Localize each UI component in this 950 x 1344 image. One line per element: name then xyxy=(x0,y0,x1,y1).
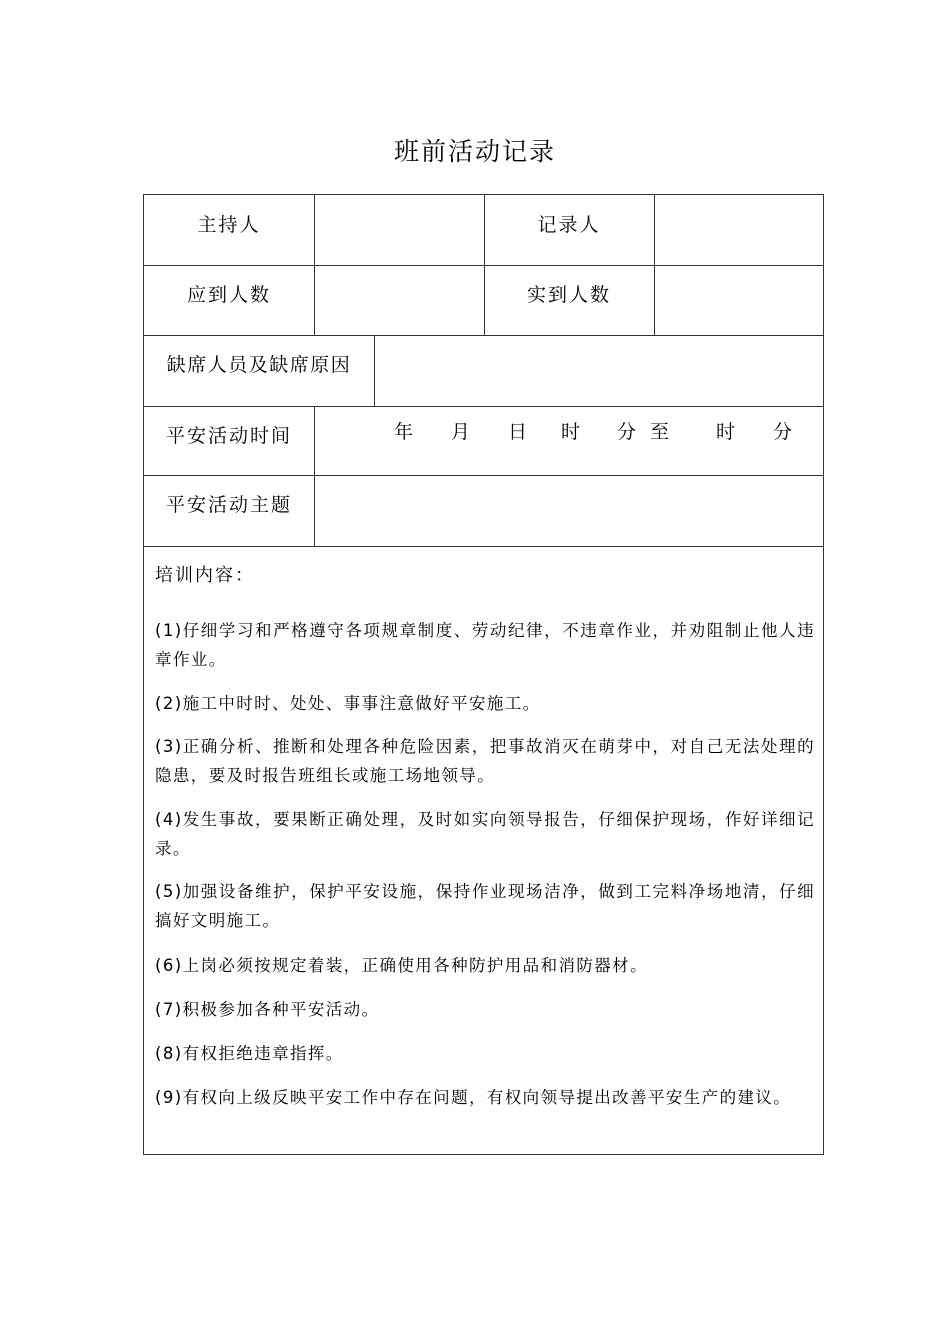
training-item: (2)施工中时时、处处、事事注意做好平安施工。 xyxy=(155,694,541,713)
document-title: 班前活动记录 xyxy=(393,137,556,166)
training-item: (1)仔细学习和严格遵守各项规章制度、劳动纪律，不违章作业，并劝阻制止他人违章作业。 xyxy=(155,621,815,669)
recorder-field[interactable] xyxy=(655,195,825,265)
training-content-label: 培训内容： xyxy=(155,565,255,586)
absent-label: 缺席人员及缺席原因 xyxy=(166,353,352,376)
expected-count-field[interactable] xyxy=(315,265,484,335)
actual-count-label: 实到人数 xyxy=(526,283,611,306)
actual-count-field[interactable] xyxy=(655,265,825,335)
training-item: (6)上岗必须按规定着装，正确使用各种防护用品和消防器材。 xyxy=(155,956,648,975)
row-divider xyxy=(144,546,823,547)
minute-unit-end: 分 xyxy=(773,421,793,443)
topic-label: 平安活动主题 xyxy=(165,493,292,516)
training-item: (7)积极参加各种平安活动。 xyxy=(155,1000,380,1019)
training-item: (9)有权向上级反映平安工作中存在问题，有权向领导提出改善平安生产的建议。 xyxy=(155,1088,792,1107)
activity-record-form xyxy=(143,194,824,1155)
absent-field[interactable] xyxy=(375,335,825,406)
training-item: (3)正确分析、推断和处理各种危险因素，把事故消灭在萌芽中，对自己无法处理的隐患，要及时报告班组长或施工场地领导。 xyxy=(155,737,815,785)
recorder-label: 记录人 xyxy=(537,213,601,236)
training-item: (4)发生事故，要果断正确处理，及时如实向领导报告，仔细保护现场，作好详细记录。 xyxy=(155,810,815,858)
minute-unit-start: 分 xyxy=(617,421,637,443)
year-unit: 年 xyxy=(394,421,414,443)
month-unit: 月 xyxy=(451,421,471,443)
time-field[interactable] xyxy=(315,406,825,475)
to-separator: 至 xyxy=(650,421,670,443)
topic-field[interactable] xyxy=(315,475,825,546)
time-label: 平安活动时间 xyxy=(165,424,292,447)
hour-unit-start: 时 xyxy=(561,421,581,443)
host-field[interactable] xyxy=(315,195,484,265)
host-label: 主持人 xyxy=(197,213,261,236)
training-item: (5)加强设备维护，保护平安设施，保持作业现场洁净，做到工完料净场地清，仔细搞好文明施工。 xyxy=(155,882,815,930)
training-item: (8)有权拒绝违章指挥。 xyxy=(155,1044,344,1063)
day-unit: 日 xyxy=(508,421,528,443)
hour-unit-end: 时 xyxy=(716,421,736,443)
expected-count-label: 应到人数 xyxy=(186,283,271,306)
